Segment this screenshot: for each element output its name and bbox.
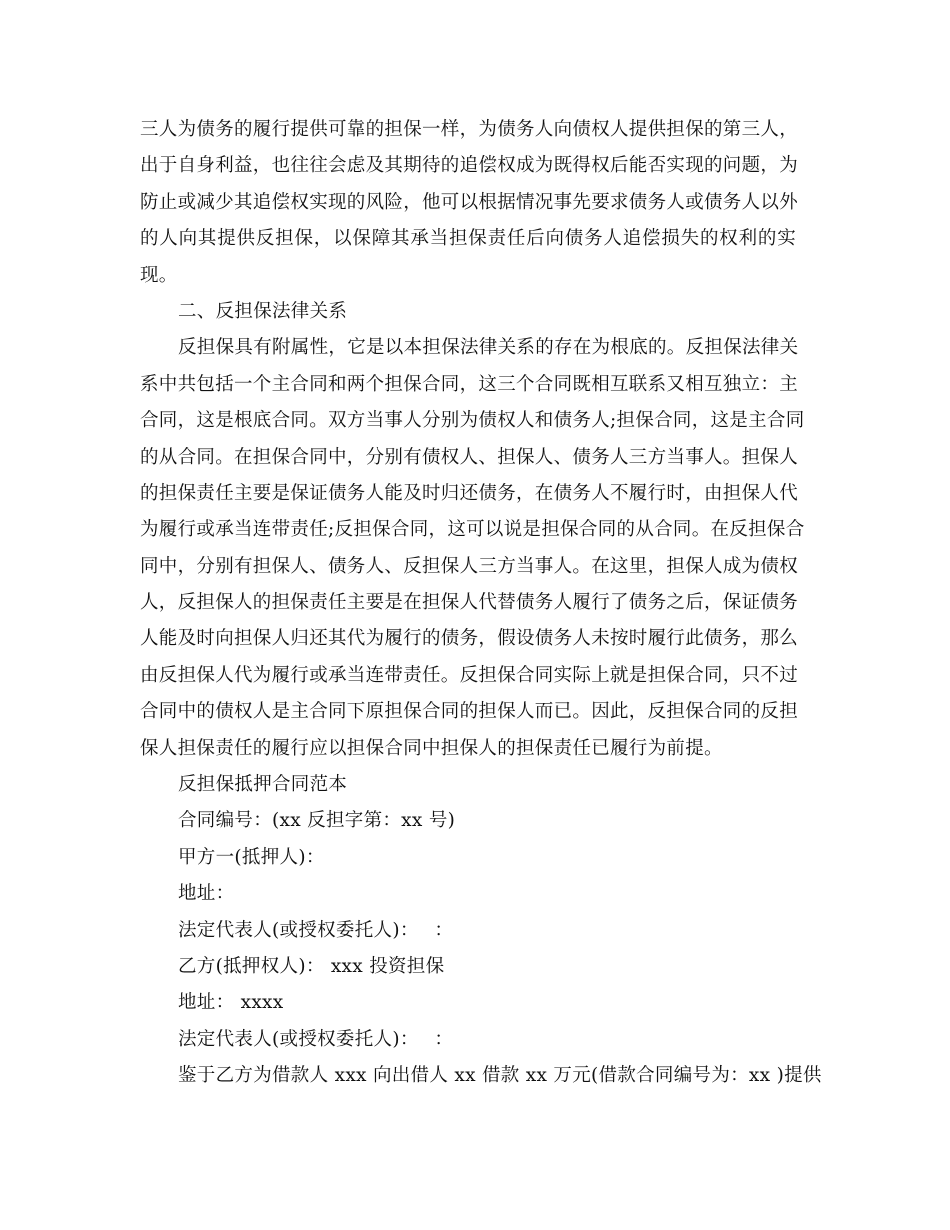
paragraph-line: 现。 xyxy=(140,264,178,286)
party-b-address: 地址： xxxx xyxy=(178,992,284,1014)
party-a-address: 地址： xyxy=(178,883,235,905)
section-heading: 二、反担保法律关系 xyxy=(178,300,348,322)
contract-title: 反担保抵押合同范本 xyxy=(178,774,348,796)
paragraph-line: 三人为债务的履行提供可靠的担保一样，为债务人向债权人提供担保的第三人， xyxy=(140,119,799,140)
paragraph-line: 合同，这是根底合同。双方当事人分别为债权人和债务人;担保合同，这是主合同 xyxy=(140,410,805,432)
paragraph-line: 反担保具有附属性，它是以本担保法律关系的存在为根底的。反担保法律关 xyxy=(178,337,799,359)
paragraph-line: 保人担保责任的履行应以担保合同中担保人的担保责任已履行为前提。 xyxy=(140,737,723,759)
party-a-representative: 法定代表人(或授权委托人)： ： xyxy=(178,919,454,941)
party-a-label: 甲方一(抵押人)： xyxy=(178,846,325,868)
paragraph-line: 人，反担保人的担保责任主要是在担保人代替债务人履行了债务之后，保证债务 xyxy=(140,592,799,614)
paragraph-line: 为履行或承当连带责任;反担保合同，这可以说是担保合同的从合同。在反担保合 xyxy=(140,519,805,541)
paragraph-line: 人能及时向担保人归还其代为履行的债务，假设债务人未按时履行此债务，那么 xyxy=(140,628,799,650)
paragraph-line: 防止或减少其追偿权实现的风险，他可以根据情况事先要求债务人或债务人以外 xyxy=(140,191,799,213)
paragraph-line: 的从合同。在担保合同中，分别有债权人、担保人、债务人三方当事人。担保人 xyxy=(140,446,799,468)
paragraph-line: 合同中的债权人是主合同下原担保合同的担保人而已。因此，反担保合同的反担 xyxy=(140,701,799,723)
paragraph-line: 出于自身利益，也往往会虑及其期待的追偿权成为既得权后能否实现的问题，为 xyxy=(140,155,799,177)
paragraph-line: 系中共包括一个主合同和两个担保合同，这三个合同既相互联系又相互独立：主 xyxy=(140,373,799,395)
paragraph-line: 的人向其提供反担保，以保障其承当担保责任后向债务人追偿损失的权利的实 xyxy=(140,228,796,250)
document-body xyxy=(140,112,822,1095)
contract-number: 合同编号：(xx 反担字第：xx 号) xyxy=(178,810,456,832)
paragraph-line: 的担保责任主要是保证债务人能及时归还债务，在债务人不履行时，由担保人代 xyxy=(140,482,799,504)
paragraph-line: 同中，分别有担保人、债务人、反担保人三方当事人。在这里，担保人成为债权 xyxy=(140,555,799,577)
recital-line: 鉴于乙方为借款人 xxx 向出借人 xx 借款 xx 万元(借款合同编号为：xx )提供 xyxy=(178,1065,822,1087)
party-b-label: 乙方(抵押权人)： xxx 投资担保 xyxy=(178,955,445,977)
paragraph-line: 由反担保人代为履行或承当连带责任。反担保合同实际上就是担保合同，只不过 xyxy=(140,664,799,686)
party-b-representative: 法定代表人(或授权委托人)： ： xyxy=(178,1028,454,1050)
